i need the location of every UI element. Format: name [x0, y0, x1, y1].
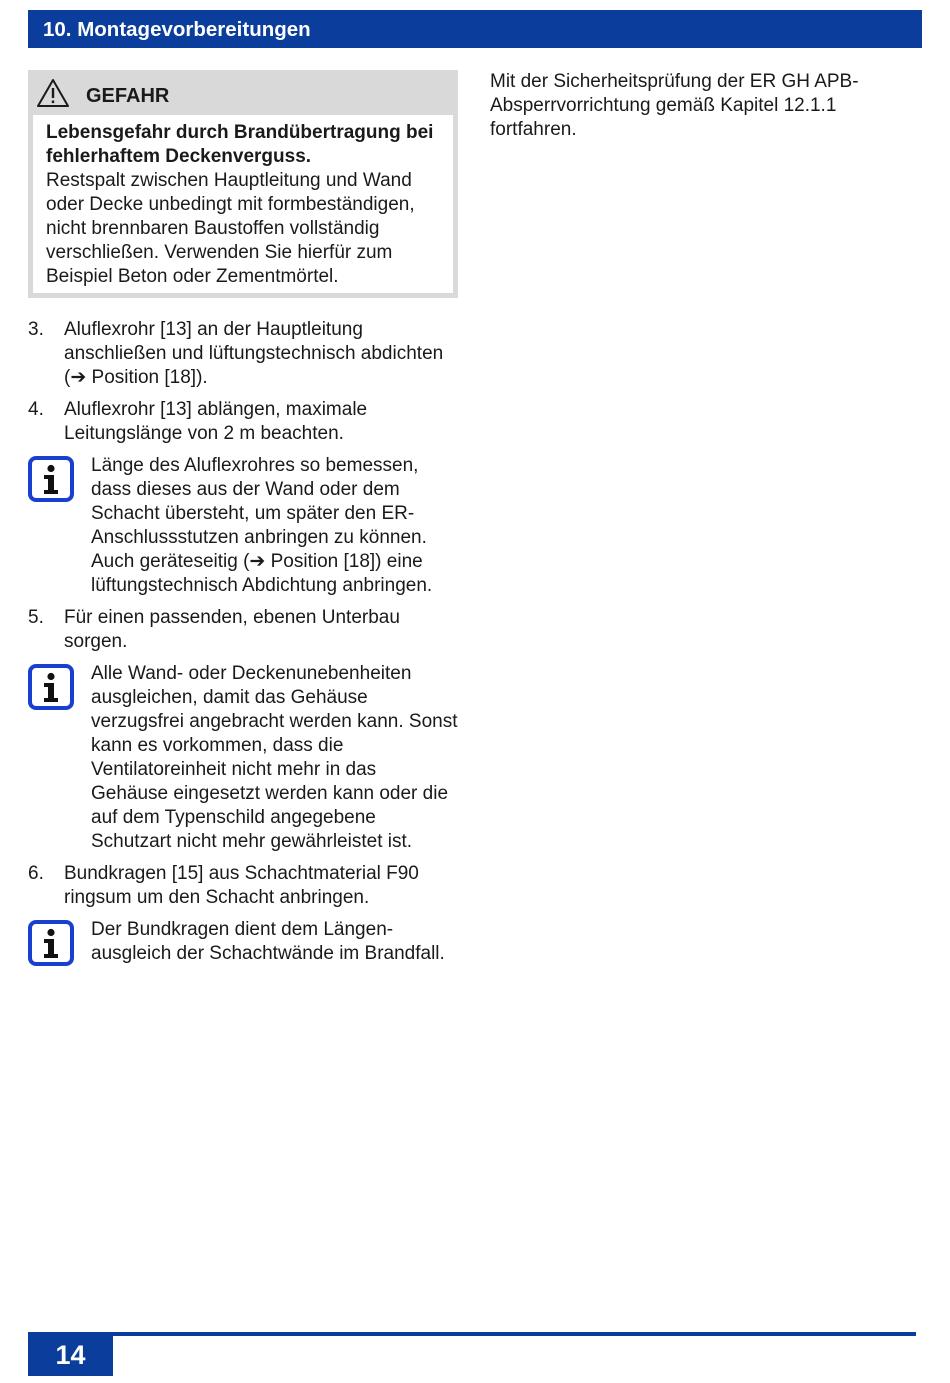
step-text: Aluflexrohr [13] an der Hauptleitung anschließen und lüftungstechnisch abdichten (➔ Position [18]).	[64, 319, 444, 388]
danger-lead: Lebensgefahr durch Brandübertragung bei fehlerhaftem Deckenverguss.	[46, 122, 434, 167]
right-paragraph: Mit der Sicherheitsprüfung der ER GH APB-Absperrvorrichtung gemäß Kapitel 12.1.1 fortfahren.	[490, 71, 859, 140]
danger-notice	[28, 70, 458, 298]
danger-title: GEFAHR	[86, 85, 170, 107]
danger-header	[33, 70, 453, 115]
step-text: Für einen passenden, ebenen Unterbau sorgen.	[64, 607, 400, 652]
left-column	[28, 70, 458, 974]
step-number: 6.	[28, 863, 44, 884]
list-item	[28, 398, 458, 446]
info-note	[28, 918, 458, 966]
info-icon	[28, 664, 74, 710]
page-number: 14	[55, 1340, 86, 1370]
warning-triangle-icon	[36, 78, 70, 108]
footer-rule	[28, 1332, 916, 1336]
danger-text: Restspalt zwischen Hauptleitung und Wand oder Decke unbedingt mit formbeständigen, nicht brennbaren Baustoffen vollständig verschließen. Verwenden Sie hierfür zum Beispiel Beton oder Zementmörtel.	[46, 170, 415, 287]
step-number: 5.	[28, 607, 44, 628]
list-item	[28, 862, 458, 910]
section-header	[28, 10, 922, 48]
info-icon	[28, 920, 74, 966]
info-icon	[28, 456, 74, 502]
page-number-box	[28, 1332, 113, 1376]
step-number: 3.	[28, 319, 44, 340]
step-number: 4.	[28, 399, 44, 420]
step-text: Bundkragen [15] aus Schachtmaterial F90 ringsum um den Schacht anbringen.	[64, 863, 419, 908]
step-list	[28, 318, 458, 966]
info-note	[28, 454, 458, 598]
info-text: Länge des Aluflexrohres so bemessen, dass dieses aus der Wand oder dem Schacht übersteht, um später den ER-Anschlussstutzen anbringen zu können. Auch geräteseitig (➔ Position [18]) eine lüftungstechnisch Abdichtung anbringen.	[91, 455, 433, 596]
info-text: Der Bundkragen dient dem Längenausgleich der Schachtwände im Brandfall.	[91, 919, 445, 964]
list-item	[28, 318, 458, 390]
step-text: Aluflexrohr [13] ablängen, maximale Leitungslänge von 2 m beachten.	[64, 399, 368, 444]
danger-body	[33, 115, 453, 293]
info-text: Alle Wand- oder Deckenunebenheiten ausgleichen, damit das Gehäuse verzugsfrei angebracht werden kann. Sonst kann es vorkommen, dass die Ventilatoreinheit nicht mehr in das Gehäuse eingesetzt werden kann oder die auf dem Typenschild angegebene Schutzart nicht mehr gewährleistet ist.	[91, 663, 458, 852]
right-column	[490, 70, 910, 142]
list-item	[28, 606, 458, 654]
info-note	[28, 662, 458, 854]
section-title: 10. Montagevorbereitungen	[43, 18, 311, 41]
